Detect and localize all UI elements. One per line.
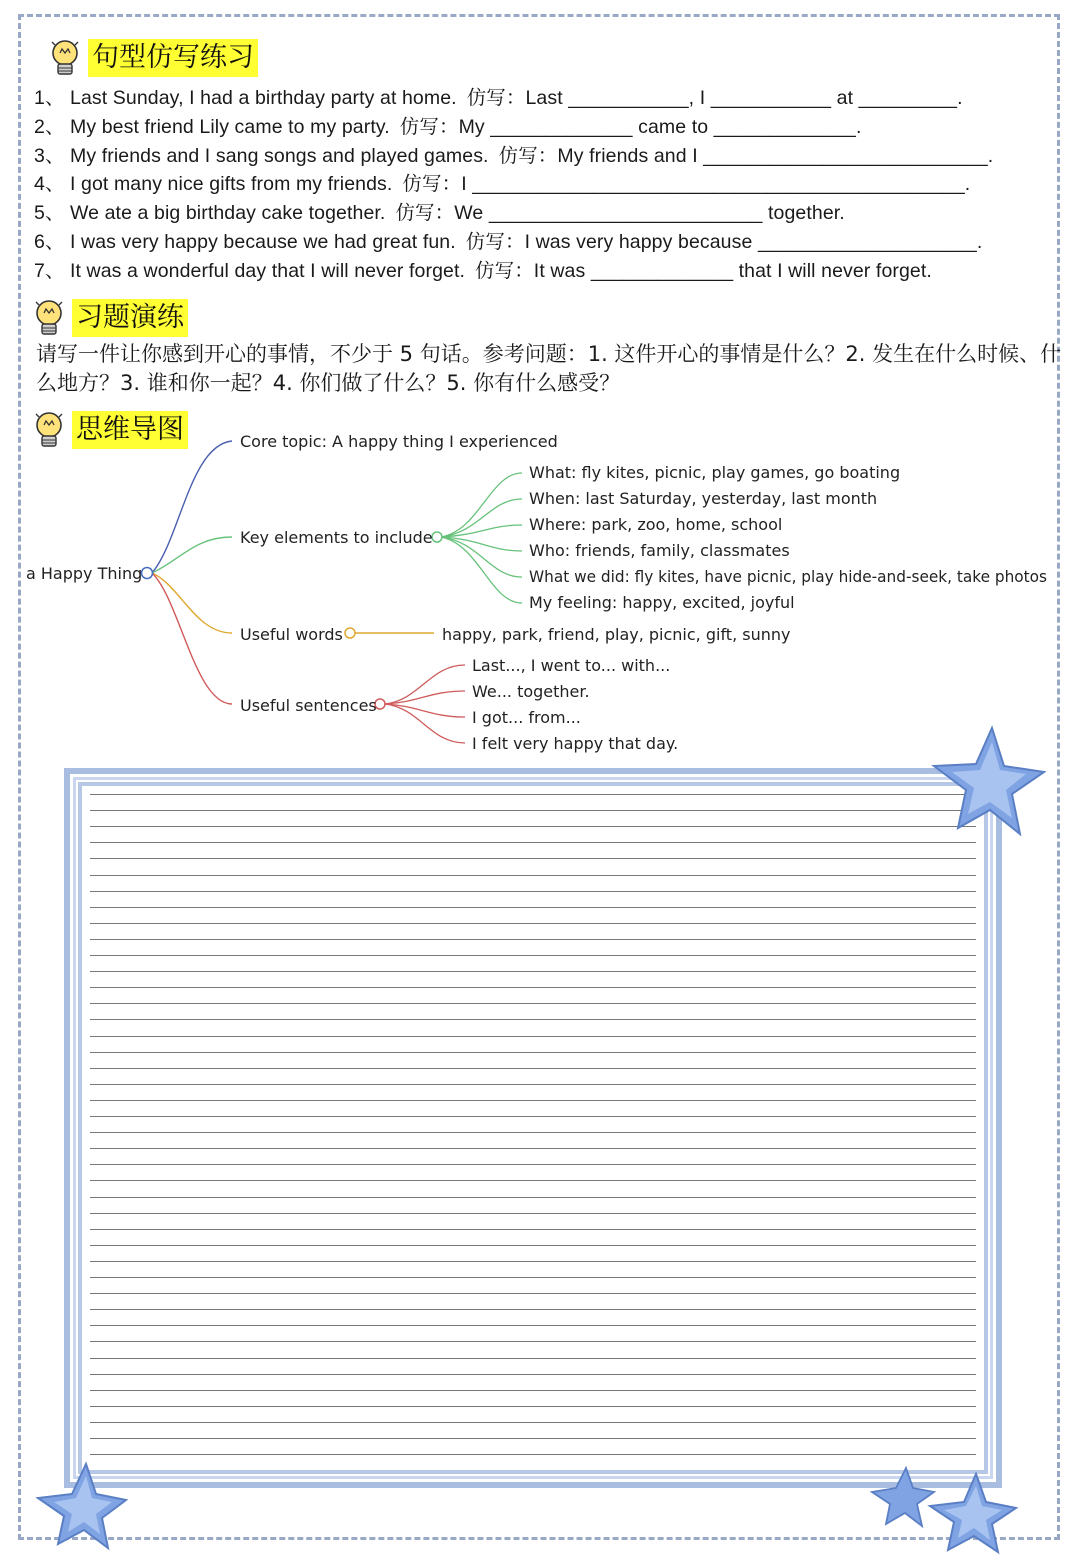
ruled-line [90, 891, 976, 892]
mindmap-key-element: When: last Saturday, yesterday, last month [529, 489, 878, 508]
ruled-line [90, 875, 976, 876]
key-element-connectors [441, 473, 522, 603]
connector-useful-words [152, 573, 232, 633]
ruled-line [90, 1213, 976, 1214]
ruled-line [90, 1100, 976, 1101]
section-header-imitation [48, 38, 258, 78]
original-sentence: My best friend Lily came to my party. [70, 115, 390, 138]
ruled-line [90, 1390, 976, 1391]
star-decoration-icon [920, 722, 1050, 842]
original-sentence: My friends and I sang songs and played games. [70, 144, 489, 167]
section-title: 习题演练 [72, 299, 188, 337]
ruled-line [90, 1277, 976, 1278]
lightbulb-icon [48, 38, 82, 78]
exercise-item: 7、 It was a wonderful day that I will never forget. 仿写：It was _____________ that I will never forget. [34, 259, 932, 282]
ruled-line [90, 1164, 976, 1165]
mindmap-useful-sentences-label: Useful sentences [240, 696, 377, 715]
writing-lines[interactable] [78, 782, 988, 1474]
ruled-line [90, 1084, 976, 1085]
imitation-prompt[interactable]: 仿写：It was _____________ that I will never forget. [475, 259, 932, 282]
mindmap-key-element: My feeling: happy, excited, joyful [529, 593, 795, 612]
writing-area [64, 768, 1002, 1488]
mindmap-key-element: What: fly kites, picnic, play games, go boating [529, 463, 901, 482]
original-sentence: It was a wonderful day that I will never forget. [70, 259, 465, 282]
ruled-line [90, 1454, 976, 1455]
imitation-prompt[interactable]: 仿写：We _________________________ together. [395, 202, 845, 225]
useful-words-node [345, 628, 355, 638]
mindmap-root-label: a Happy Thing [26, 564, 143, 583]
ruled-line [90, 794, 976, 795]
imitation-prompt[interactable]: 仿写：My friends and I __________________________. [498, 144, 994, 167]
ruled-line [90, 1148, 976, 1149]
writing-task-instructions: 请写一件让你感到开心的事情，不少于 5 句话。参考问题：1. 这件开心的事情是什么？2. 发生在什么时候、什么地方？3. 谁和你一起？4. 你们做了什么？5. 你有什么感受？ [36, 342, 1062, 395]
ruled-line [90, 907, 976, 908]
connector-useful-sentences [152, 573, 232, 704]
exercise-item: 4、 I got many nice gifts from my friends. 仿写：I _____________________________________________. [34, 173, 971, 196]
ruled-line [90, 1197, 976, 1198]
connector-core [152, 441, 232, 573]
ruled-line [90, 1019, 976, 1020]
ruled-line [90, 858, 976, 859]
mindmap [0, 420, 1080, 765]
ruled-line [90, 923, 976, 924]
ruled-line [90, 971, 976, 972]
exercise-item: 5、 We ate a big birthday cake together. 仿写：We _________________________ together. [34, 202, 845, 225]
ruled-line [90, 1325, 976, 1326]
ruled-line [90, 1116, 976, 1117]
ruled-line [90, 1374, 976, 1375]
original-sentence: Last Sunday, I had a birthday party at home. [70, 87, 457, 109]
ruled-line [90, 1036, 976, 1037]
mindmap-sentence: I felt very happy that day. [472, 734, 679, 753]
star-decoration-icon [30, 1460, 130, 1552]
ruled-line [90, 1052, 976, 1053]
star-decoration-icon [924, 1470, 1020, 1556]
ruled-line [90, 1438, 976, 1439]
mindmap-key-element: Where: park, zoo, home, school [529, 515, 783, 534]
ruled-line [90, 1003, 976, 1004]
exercise-item: 3、 My friends and I sang songs and played games. 仿写：My friends and I __________________________. [34, 144, 994, 167]
section-title: 思维导图 [72, 411, 188, 449]
mindmap-key-element: Who: friends, family, classmates [529, 541, 790, 560]
original-sentence: I got many nice gifts from my friends. [70, 173, 393, 196]
ruled-line [90, 1358, 976, 1359]
mindmap-sentence: I got... from... [472, 708, 581, 727]
imitation-prompt[interactable]: 仿写：I was very happy because ____________________. [465, 230, 983, 253]
lightbulb-icon [32, 298, 66, 338]
mindmap-useful-words-label: Useful words [240, 625, 343, 644]
ruled-line [90, 1132, 976, 1133]
root-node [142, 568, 153, 579]
imitation-exercise-list [34, 84, 1064, 286]
original-sentence: I was very happy because we had great fun. [70, 230, 456, 253]
imitation-prompt[interactable]: 仿写：Last ___________, I ___________ at _________. [466, 87, 963, 109]
ruled-line [90, 1180, 976, 1181]
ruled-line [90, 987, 976, 988]
exercise-item: 6、 I was very happy because we had great fun. 仿写：I was very happy because ____________________. [34, 230, 983, 253]
ruled-line [90, 1261, 976, 1262]
ruled-line [90, 810, 976, 811]
mindmap-key-element: What we did: fly kites, have picnic, play hide-and-seek, take photos [529, 567, 1047, 586]
mindmap-useful-words: happy, park, friend, play, picnic, gift, sunny [442, 625, 791, 644]
section-header-practice [32, 298, 188, 338]
ruled-line [90, 1406, 976, 1407]
mindmap-core-topic: Core topic: A happy thing I experienced [240, 432, 558, 451]
mindmap-key-elements-label: Key elements to include [240, 528, 433, 547]
ruled-line [90, 826, 976, 827]
exercise-item: 2、 My best friend Lily came to my party. 仿写：My _____________ came to _____________. [34, 115, 862, 138]
section-title: 句型仿写练习 [88, 39, 258, 77]
original-sentence: We ate a big birthday cake together. [70, 202, 386, 225]
imitation-prompt[interactable]: 仿写：I _____________________________________________. [402, 173, 971, 196]
ruled-line [90, 1341, 976, 1342]
mindmap-sentence: We... together. [472, 682, 590, 701]
ruled-line [90, 1068, 976, 1069]
ruled-line [90, 1309, 976, 1310]
ruled-line [90, 1229, 976, 1230]
exercise-item: 1、 Last Sunday, I had a birthday party at home. 仿写：Last ___________, I ___________ at _________. [34, 87, 963, 109]
key-elements-node [432, 532, 442, 542]
ruled-line [90, 1422, 976, 1423]
mindmap-sentence: Last..., I went to... with... [472, 656, 671, 675]
useful-sentence-connectors [385, 665, 465, 743]
ruled-line [90, 1245, 976, 1246]
ruled-line [90, 939, 976, 940]
ruled-line [90, 955, 976, 956]
ruled-line [90, 1293, 976, 1294]
ruled-line [90, 842, 976, 843]
imitation-prompt[interactable]: 仿写：My _____________ came to _____________. [399, 115, 862, 138]
